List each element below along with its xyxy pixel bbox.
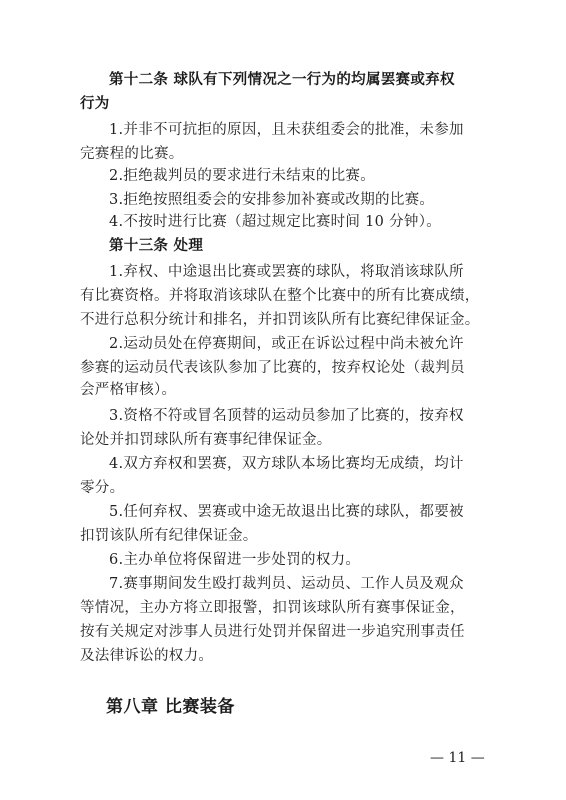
article-12-heading-cont: 行为 <box>80 96 110 112</box>
article-12-item-1: 1.并非不可抗拒的原因，且未获组委会的批准，未参加 <box>109 122 464 138</box>
page-number: — 11 — <box>430 750 485 766</box>
article-12-item-2: 2.拒绝裁判员的要求进行未结束的比赛。 <box>109 168 376 184</box>
article-13-item-1-cont: 有比赛资格。并将取消该球队在整个比赛中的所有比赛成绩， <box>80 288 480 304</box>
article-13-item-4-cont: 零分。 <box>80 480 125 496</box>
article-12-item-1-cont: 完赛程的比赛。 <box>80 146 184 162</box>
article-13-item-1: 1.弃权、中途退出比赛或罢赛的球队，将取消该球队所 <box>109 264 464 280</box>
article-13-item-3-cont: 论处并扣罚球队所有赛事纪律保证金。 <box>80 432 332 448</box>
article-13-item-7-cont: 及法律诉讼的权力。 <box>80 648 214 664</box>
article-13-item-7-cont: 按有关规定对涉事人员进行处罚并保留进一步追究刑事责任 <box>80 624 465 640</box>
article-13-item-7: 7.赛事期间发生殴打裁判员、运动员、工作人员及观众 <box>109 576 464 592</box>
article-13-item-2-cont: 参赛的运动员代表该队参加了比赛的，按弃权论处（裁判员 <box>80 360 465 376</box>
article-13-item-4: 4.双方弃权和罢赛，双方球队本场比赛均无成绩，均计 <box>109 456 464 472</box>
article-12-heading: 第十二条 球队有下列情况之一行为的均属罢赛或弃权 <box>109 72 455 88</box>
article-12-item-4: 4.不按时进行比赛（超过规定比赛时间 10 分钟）。 <box>109 214 442 230</box>
article-13-item-2-cont: 会严格审核）。 <box>80 382 177 398</box>
article-13-item-7-cont: 等情况，主办方将立即报警，扣罚该球队所有赛事保证金， <box>80 600 465 616</box>
article-13-item-2: 2.运动员处在停赛期间，或正在诉讼过程中尚未被允许 <box>109 336 464 352</box>
chapter-8-heading: 第八章 比赛装备 <box>106 697 235 717</box>
article-13-heading: 第十三条 处理 <box>109 238 204 254</box>
article-13-item-1-cont: 不进行总积分统计和排名，并扣罚该队所有比赛纪律保证金。 <box>80 312 480 328</box>
article-13-item-6: 6.主办单位将保留进一步处罚的权力。 <box>109 552 361 568</box>
article-12-item-3: 3.拒绝按照组委会的安排参加补赛或改期的比赛。 <box>109 192 435 208</box>
article-13-item-3: 3.资格不符或冒名顶替的运动员参加了比赛的，按弃权 <box>109 408 464 424</box>
article-13-item-5: 5.任何弃权、罢赛或中途无故退出比赛的球队，都要被 <box>109 504 464 520</box>
article-13-item-5-cont: 扣罚该队所有纪律保证金。 <box>80 528 258 544</box>
